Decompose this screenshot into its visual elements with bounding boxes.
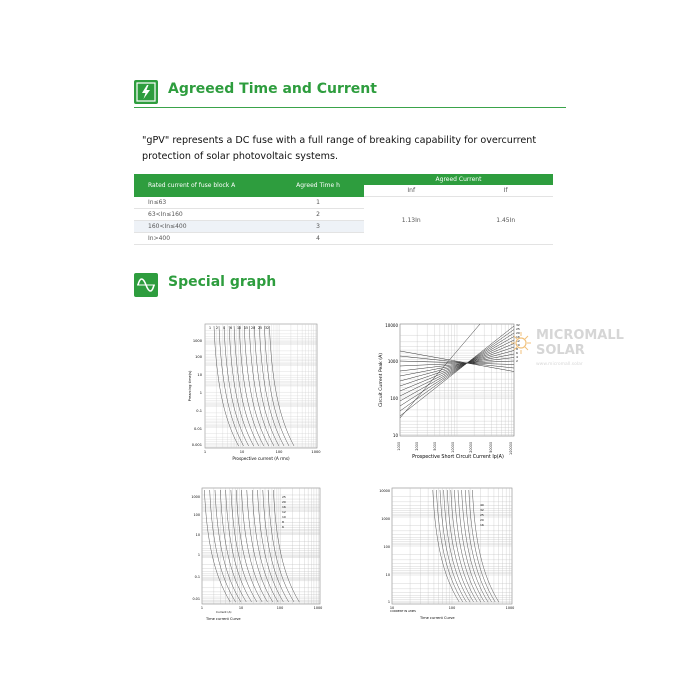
x-tick: 10 xyxy=(238,606,244,610)
series-label: 32 xyxy=(516,323,520,327)
x-tick: 2000 xyxy=(415,442,419,451)
series-label: 40 xyxy=(480,503,484,507)
x-tick: 100 xyxy=(448,606,456,610)
y-tick: 0.01 xyxy=(192,597,200,601)
series-label: 25 xyxy=(282,495,286,499)
y-tick: 10000 xyxy=(379,489,390,493)
cell-time: 4 xyxy=(272,232,364,244)
subheader-if: If xyxy=(458,185,553,197)
x-tick: 50000 xyxy=(489,442,493,453)
description-text: "gPV" represents a DC fuse with a full range of breaking capability for overcurrent protection of solar photovoltaic systems. xyxy=(142,134,537,162)
y-tick: 100 xyxy=(195,355,202,359)
x-axis-label: Prospective current (A rms) xyxy=(232,456,290,461)
series-label: 6 xyxy=(516,351,518,355)
series-label: 10 xyxy=(282,515,286,519)
series-label: 2 xyxy=(516,359,518,363)
x-axis-sublabel: Current (A) xyxy=(216,610,232,614)
x-axis-label: Time current Curve xyxy=(206,617,241,621)
section-title: Agreeed Time and Current xyxy=(168,81,377,97)
graph-peak-current xyxy=(370,318,526,466)
x-tick: 10 xyxy=(239,450,245,454)
series-label: 10 xyxy=(237,326,242,330)
series-label: 12 xyxy=(282,510,286,514)
x-tick: 100000 xyxy=(509,442,513,455)
y-tick: 100 xyxy=(193,513,200,517)
series-label: 20 xyxy=(251,326,256,330)
cell-if: 1.45In xyxy=(458,197,553,245)
y-tick-labels xyxy=(192,339,203,447)
series-label: 6 xyxy=(230,326,233,330)
series-label: 16 xyxy=(480,523,484,527)
y-axis-label: Circuit Current Peak (A) xyxy=(379,352,384,408)
cell-inf: 1.13In xyxy=(364,197,458,245)
cell-time: 2 xyxy=(272,208,364,220)
graph-time-current-2 xyxy=(370,484,518,624)
x-tick: 1000 xyxy=(505,606,515,610)
y-tick: 10 xyxy=(392,433,398,438)
series-label: 8 xyxy=(516,347,518,351)
y-tick-labels xyxy=(385,323,398,438)
header-agreed-time: Agreed Time h xyxy=(272,174,364,197)
section-title: Special graph xyxy=(168,274,277,290)
series-label: 15 xyxy=(244,326,249,330)
x-tick: 1000 xyxy=(397,442,401,451)
series-label: 25 xyxy=(480,513,484,517)
x-tick: 1000 xyxy=(313,606,323,610)
cell-time: 1 xyxy=(272,197,364,209)
x-axis-label: Prospective Short Circuit Current Ip(A) xyxy=(412,455,504,460)
series-label: 6 xyxy=(282,525,284,529)
x-tick: 5000 xyxy=(433,442,437,451)
agreed-time-current-table xyxy=(134,174,553,245)
y-tick: 1000 xyxy=(191,495,200,499)
header-agreed-current: Agreed Current xyxy=(364,174,553,185)
x-tick-labels xyxy=(397,442,513,455)
x-tick: 100 xyxy=(275,450,283,454)
top-series-labels xyxy=(209,326,269,330)
series-label: 32 xyxy=(480,508,484,512)
table-row xyxy=(134,197,553,209)
y-tick-labels xyxy=(379,489,390,604)
y-tick: 1000 xyxy=(381,517,390,521)
watermark-url: www.micromall.solar xyxy=(536,362,583,367)
x-tick: 20000 xyxy=(469,442,473,453)
subheader-inf: Inf xyxy=(364,185,458,197)
series-label: 20 xyxy=(516,331,520,335)
y-tick: 1 xyxy=(387,600,390,604)
cell-rated: 160<In≤400 xyxy=(134,220,272,232)
series-label: 25 xyxy=(258,326,263,330)
y-tick: 0.01 xyxy=(193,427,202,431)
y-tick: 1 xyxy=(197,553,200,557)
cell-time: 3 xyxy=(272,220,364,232)
y-axis-label: Prearcing time(s) xyxy=(188,370,192,402)
series-label: 12 xyxy=(516,339,520,343)
series-label: 25 xyxy=(516,327,520,331)
y-tick: 10 xyxy=(197,373,202,377)
y-tick-labels xyxy=(191,495,200,601)
series-label: 8 xyxy=(282,520,284,524)
x-tick: 100 xyxy=(276,606,284,610)
series-label: 10 xyxy=(516,343,520,347)
watermark-brand-sub: SOLAR xyxy=(536,343,585,358)
series-label: 1 xyxy=(209,326,212,330)
x-tick: 1 xyxy=(203,450,207,454)
section-header-special-graph xyxy=(134,270,566,300)
series-label: 20 xyxy=(480,518,484,522)
series-label: 16 xyxy=(282,505,286,509)
y-tick: 10000 xyxy=(385,323,398,328)
series-label: 2 xyxy=(216,326,219,330)
sine-wave-icon xyxy=(134,273,158,297)
series-labels xyxy=(480,503,484,527)
cell-rated: 63<In≤160 xyxy=(134,208,272,220)
watermark-brand: MICROMALL xyxy=(536,328,624,343)
x-axis-sublabel: CURRENT IN AMPS xyxy=(390,609,416,613)
y-tick: 1000 xyxy=(387,359,398,364)
y-tick: 1000 xyxy=(192,339,202,343)
series-label: 4 xyxy=(516,355,518,359)
plot-area xyxy=(202,488,320,604)
header-rated-current: Rated current of fuse block A xyxy=(134,174,272,197)
y-tick: 100 xyxy=(390,396,398,401)
y-tick: 0.1 xyxy=(196,409,202,413)
x-axis-label: Time current Curve xyxy=(420,616,455,620)
table-header-row xyxy=(134,174,553,185)
y-tick: 10 xyxy=(195,533,200,537)
x-tick-labels xyxy=(204,450,321,454)
cell-rated: In≤63 xyxy=(134,197,272,209)
cell-rated: In>400 xyxy=(134,232,272,244)
graph-time-current-1 xyxy=(186,484,326,624)
y-tick: 0.001 xyxy=(191,443,202,447)
series-label: 16 xyxy=(516,335,520,339)
x-tick: 1000 xyxy=(311,450,321,454)
y-tick: 10 xyxy=(385,573,390,577)
y-tick: 0.1 xyxy=(194,575,200,579)
sun-logo-icon xyxy=(510,330,532,356)
lightning-icon xyxy=(134,80,158,104)
x-tick: 10000 xyxy=(451,442,455,453)
x-tick: 1 xyxy=(200,606,204,610)
series-label: 4 xyxy=(223,326,226,330)
series-label: 32 xyxy=(265,326,270,330)
y-tick: 1 xyxy=(199,391,202,395)
section-header-agreed-time xyxy=(134,77,566,108)
graph-prearcing-time xyxy=(185,318,325,468)
y-tick: 100 xyxy=(383,545,390,549)
x-tick: 10 xyxy=(389,606,395,610)
series-label: 20 xyxy=(282,500,286,504)
